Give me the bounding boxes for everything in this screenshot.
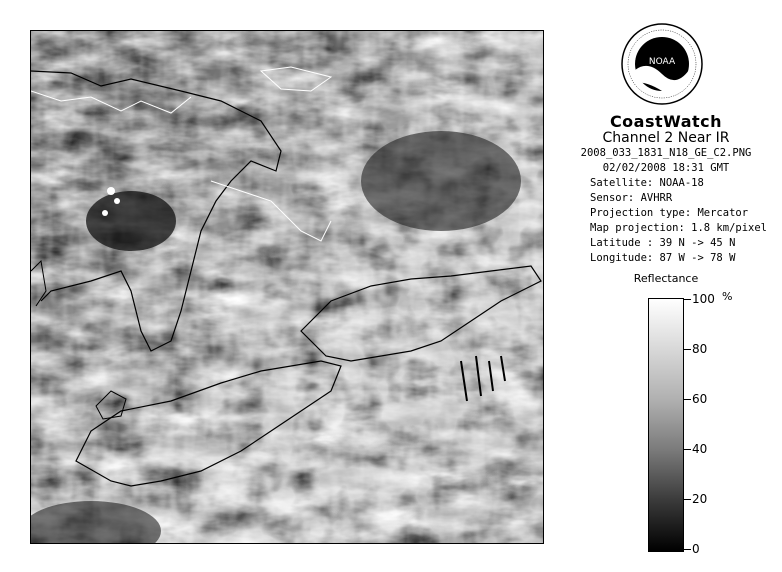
colorbar-tick-label: 20 — [692, 492, 708, 506]
colorbar-tick — [683, 499, 691, 500]
dark-patch — [86, 191, 176, 251]
colorbar-tick-label: 40 — [692, 442, 708, 456]
colorbar-tick — [683, 449, 691, 450]
colorbar-tick-label: 0 — [692, 542, 700, 556]
colorbar-tick — [683, 549, 691, 550]
colorbar-tick — [683, 299, 691, 300]
bright-spot — [114, 198, 120, 204]
latitude-range: Latitude : 39 N -> 45 N — [590, 237, 736, 249]
colorbar-tick-label: 80 — [692, 342, 708, 356]
filename: 2008_033_1831_N18_GE_C2.PNG — [580, 147, 752, 159]
metadata-list — [560, 146, 772, 266]
bright-spot — [102, 210, 108, 216]
dark-patch — [361, 131, 521, 231]
app-title: CoastWatch — [609, 112, 723, 131]
logo-center-text: NOAA — [648, 57, 676, 67]
noaa-logo — [620, 22, 704, 106]
colorbar-tick-label: 100 — [692, 292, 715, 306]
projection-type: Projection type: Mercator — [590, 207, 749, 219]
fine-cloud-texture — [31, 31, 543, 543]
map-projection: Map projection: 1.8 km/pixel — [590, 222, 768, 234]
colorbar-tick — [683, 349, 691, 350]
reflectance-colorbar — [648, 298, 684, 552]
sensor: Sensor: AVHRR — [590, 192, 673, 204]
satellite: Satellite: NOAA-18 — [590, 177, 704, 189]
datetime: 02/02/2008 18:31 GMT — [602, 162, 730, 174]
bright-spot — [107, 187, 115, 195]
satellite-image — [30, 30, 544, 544]
legend-unit: % — [722, 290, 733, 303]
longitude-range: Longitude: 87 W -> 78 W — [590, 252, 736, 264]
colorbar-tick — [683, 399, 691, 400]
colorbar-tick-label: 60 — [692, 392, 708, 406]
satellite-map-svg — [31, 31, 543, 543]
channel-subtitle: Channel 2 Near IR — [602, 130, 730, 146]
legend-title: Reflectance — [633, 272, 699, 285]
